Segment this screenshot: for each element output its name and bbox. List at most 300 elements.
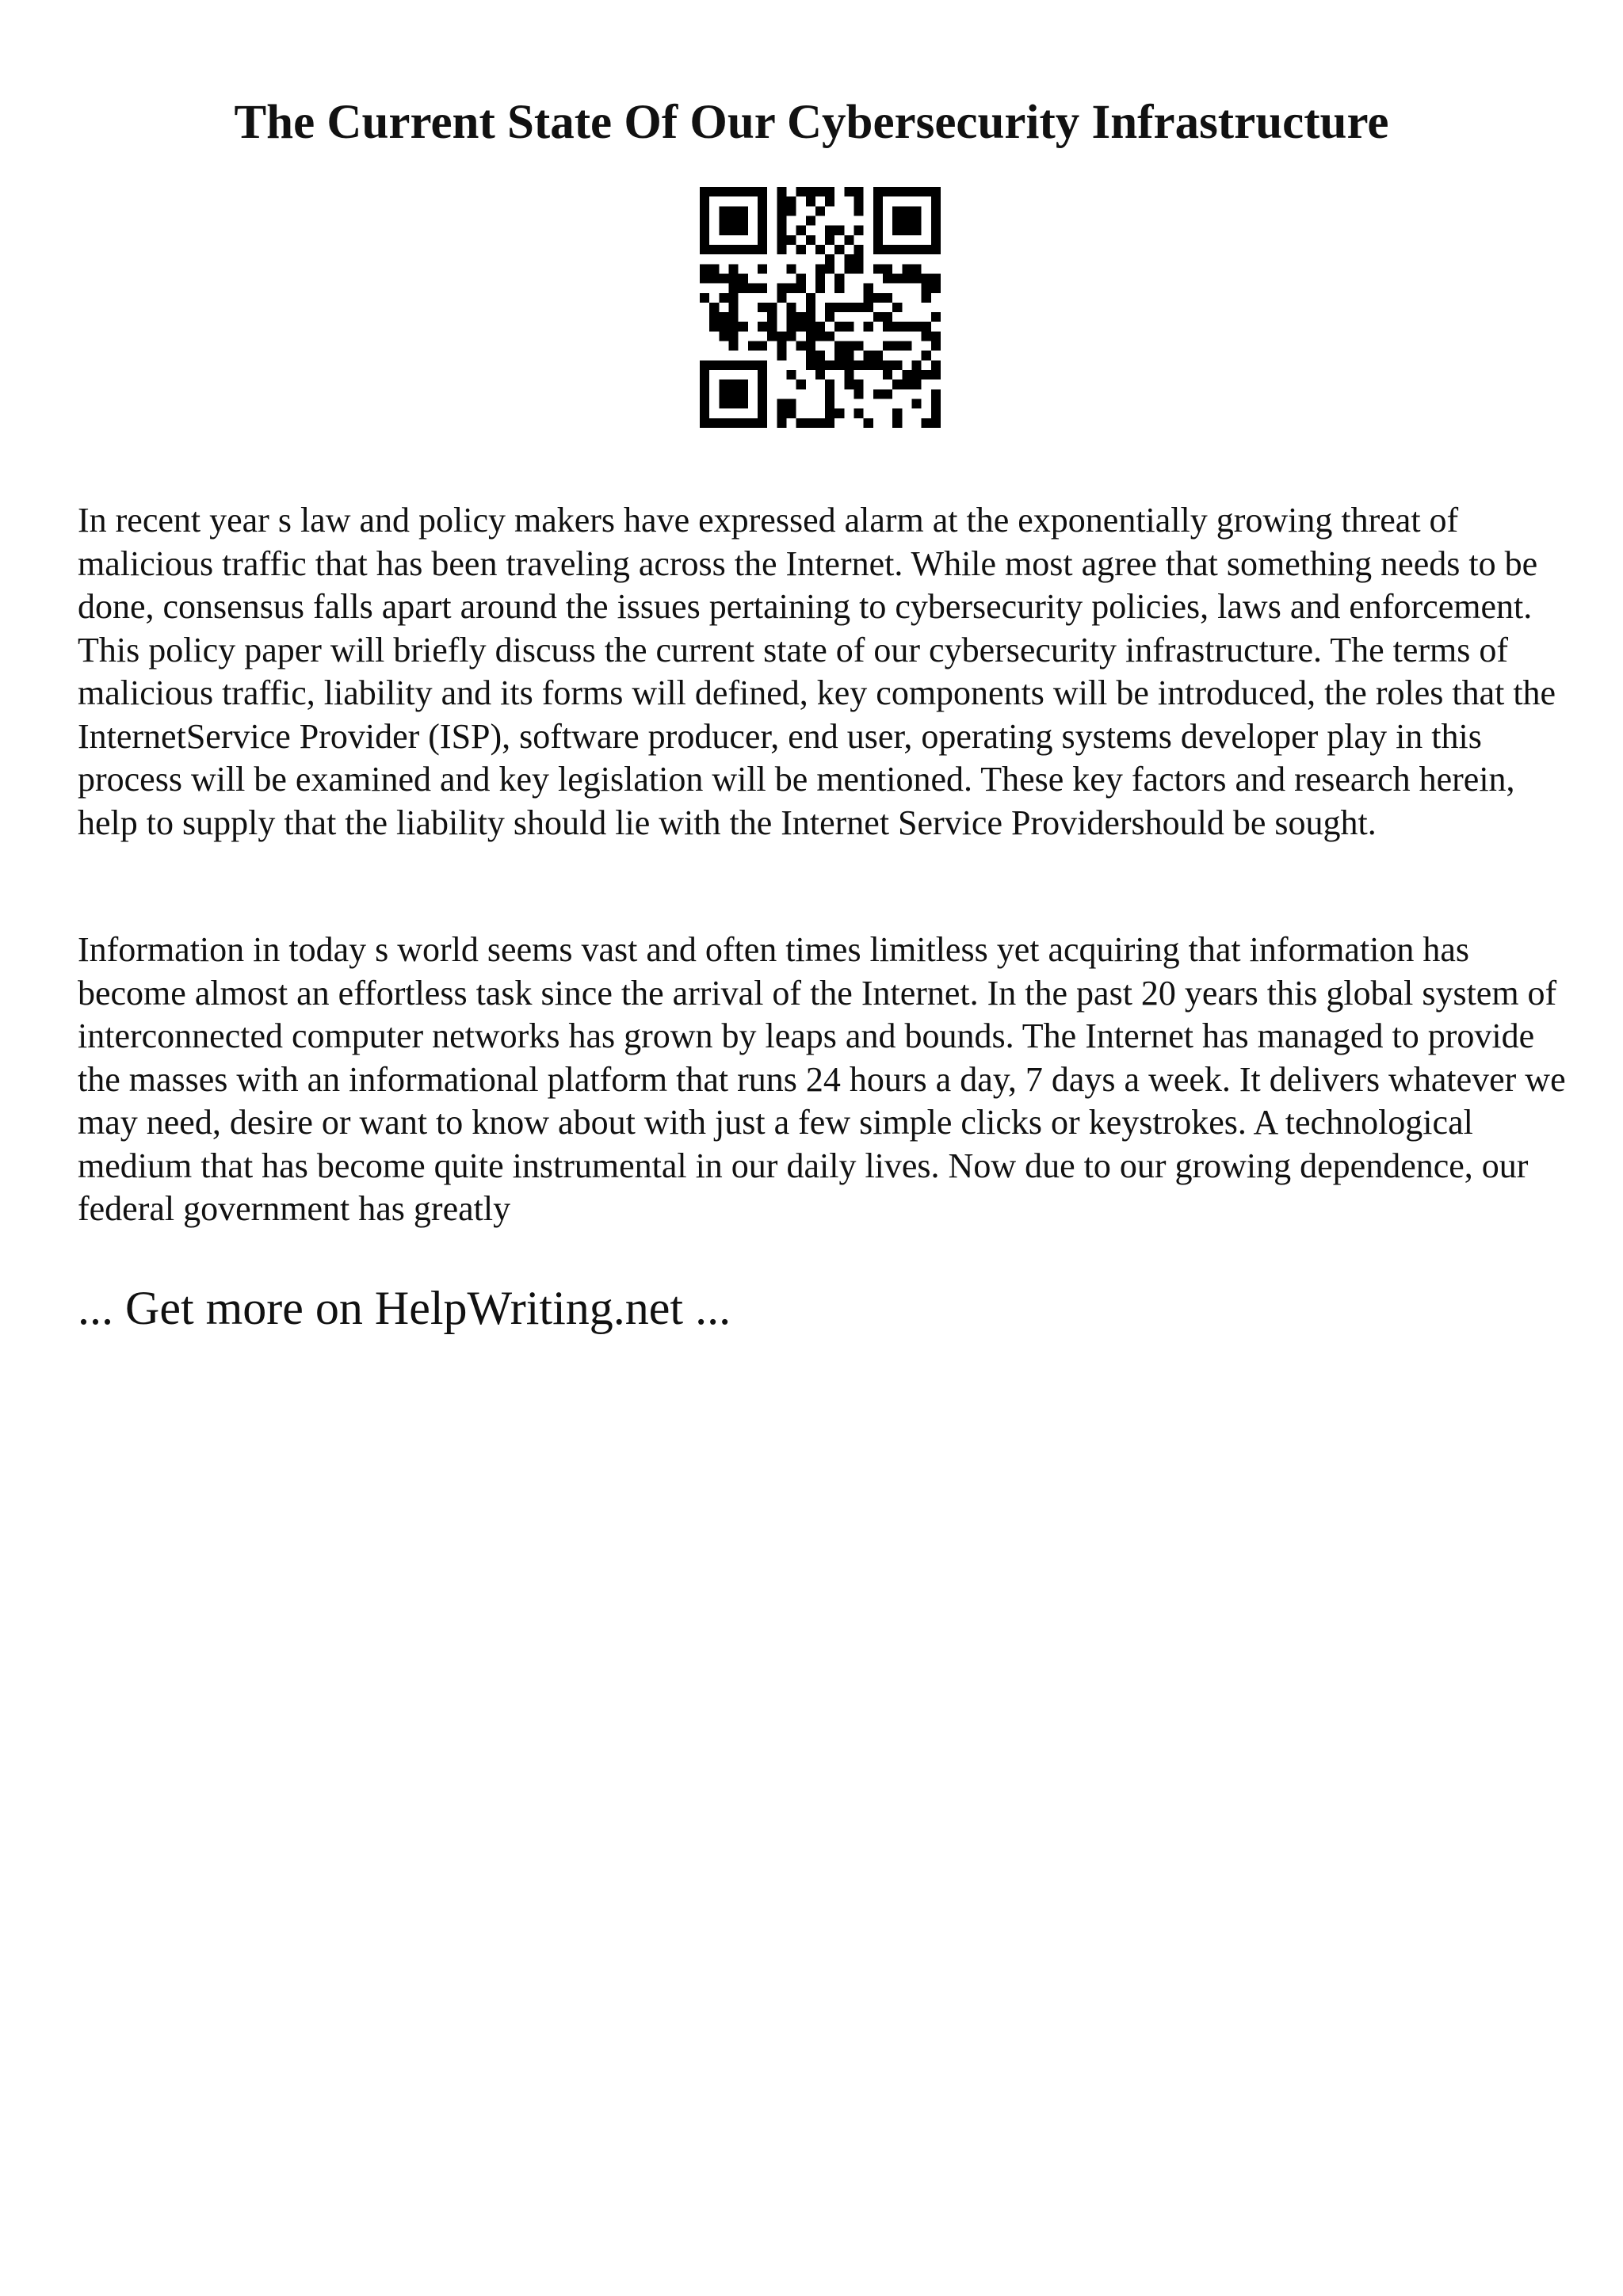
qr-module: [892, 273, 902, 283]
qr-module: [758, 370, 767, 379]
qr-module: [758, 226, 767, 235]
qr-module: [767, 303, 777, 312]
qr-module: [806, 418, 815, 428]
qr-module: [883, 187, 892, 196]
qr-module: [825, 235, 834, 245]
qr-module: [844, 303, 854, 312]
qr-module: [796, 245, 806, 254]
qr-module: [931, 187, 941, 196]
qr-module: [700, 245, 709, 254]
qr-module: [728, 360, 738, 370]
qr-module: [739, 215, 748, 225]
qr-module: [709, 303, 719, 312]
qr-module: [864, 351, 873, 360]
qr-module: [786, 331, 796, 341]
qr-module: [719, 360, 728, 370]
qr-module: [728, 331, 738, 341]
qr-module: [700, 273, 709, 283]
qr-module: [844, 360, 854, 370]
qr-module: [709, 312, 719, 322]
qr-module: [892, 341, 902, 351]
qr-module: [873, 293, 883, 303]
qr-module: [873, 196, 883, 206]
qr-module: [854, 206, 864, 215]
qr-module: [758, 245, 767, 254]
qr-module: [806, 351, 815, 360]
qr-module: [728, 206, 738, 215]
qr-code-graphic: [700, 187, 941, 428]
qr-module: [796, 284, 806, 293]
qr-module: [709, 418, 719, 428]
qr-module: [806, 187, 815, 196]
qr-module: [844, 254, 854, 264]
qr-module: [700, 399, 709, 409]
qr-module: [728, 293, 738, 303]
qr-module: [739, 360, 748, 370]
qr-module: [873, 389, 883, 399]
qr-module: [892, 215, 902, 225]
qr-module: [825, 379, 834, 389]
qr-module: [873, 187, 883, 196]
qr-module: [844, 187, 854, 196]
qr-module: [767, 312, 777, 322]
qr-module: [834, 409, 844, 418]
qr-module: [922, 351, 931, 360]
qr-module: [922, 418, 931, 428]
qr-module: [892, 379, 902, 389]
qr-module: [719, 331, 728, 341]
qr-module: [825, 196, 834, 206]
qr-module: [786, 312, 796, 322]
qr-module: [892, 226, 902, 235]
qr-module: [902, 273, 911, 283]
qr-module: [912, 264, 922, 273]
qr-module: [815, 331, 825, 341]
qr-module: [758, 389, 767, 399]
qr-module: [777, 293, 786, 303]
qr-module: [739, 399, 748, 409]
qr-module: [873, 312, 883, 322]
qr-module: [892, 409, 902, 418]
qr-module: [786, 370, 796, 379]
qr-module: [922, 322, 931, 331]
qr-module: [892, 303, 902, 312]
qr-module: [796, 187, 806, 196]
qr-module: [758, 379, 767, 389]
qr-module: [777, 226, 786, 235]
qr-module: [931, 341, 941, 351]
qr-module: [834, 341, 844, 351]
qr-module: [912, 226, 922, 235]
qr-module: [700, 264, 709, 273]
qr-module: [825, 409, 834, 418]
qr-module: [931, 196, 941, 206]
qr-module: [709, 360, 719, 370]
qr-module: [931, 389, 941, 399]
qr-module: [864, 284, 873, 293]
qr-module: [719, 206, 728, 215]
qr-module: [883, 264, 892, 273]
qr-module: [873, 360, 883, 370]
qr-module: [815, 370, 825, 379]
qr-module: [922, 284, 931, 293]
qr-module: [758, 322, 767, 331]
qr-module: [709, 264, 719, 273]
qr-module: [912, 187, 922, 196]
qr-module: [758, 399, 767, 409]
qr-module: [739, 273, 748, 283]
qr-module: [902, 379, 911, 389]
qr-module: [728, 322, 738, 331]
qr-module: [854, 254, 864, 264]
qr-module: [796, 341, 806, 351]
qr-module: [912, 215, 922, 225]
qr-module: [815, 360, 825, 370]
qr-module: [912, 206, 922, 215]
qr-module: [912, 370, 922, 379]
qr-module: [922, 370, 931, 379]
qr-module: [922, 187, 931, 196]
qr-module: [700, 187, 709, 196]
get-more-link[interactable]: ... Get more on HelpWriting.net ...: [78, 1282, 731, 1334]
qr-module: [931, 418, 941, 428]
qr-module: [912, 322, 922, 331]
qr-module: [728, 418, 738, 428]
qr-module: [700, 418, 709, 428]
qr-code-icon: [700, 187, 941, 428]
qr-module: [728, 389, 738, 399]
qr-module: [922, 293, 931, 303]
qr-module: [719, 215, 728, 225]
qr-module: [806, 293, 815, 303]
qr-module: [758, 360, 767, 370]
qr-module: [825, 331, 834, 341]
qr-module: [854, 303, 864, 312]
qr-module: [931, 312, 941, 322]
qr-module: [758, 196, 767, 206]
qr-module: [786, 322, 796, 331]
qr-module: [815, 284, 825, 293]
qr-module: [883, 360, 892, 370]
qr-module: [758, 409, 767, 418]
qr-module: [883, 273, 892, 283]
qr-module: [873, 215, 883, 225]
qr-module: [777, 399, 786, 409]
paragraph-information: Information in today s world seems vast and often times limitless yet acquiring that information has become almost an effortless task since the arrival of the Internet. In the past 20 years this global system of interconnected computer networks has grown by leaps and bounds. The Internet has managed to provide the masses with an informational platform that runs 24 hours a day, 7 days a week. It delivers whatever we may need, desire or want to know about with just a few simple clicks or keystrokes. A technological medium that has become quite instrumental in our daily lives. Now due to our growing dependence, our federal government has greatly: [78, 930, 1566, 1228]
qr-module: [834, 351, 844, 360]
qr-module: [815, 418, 825, 428]
qr-module: [796, 418, 806, 428]
qr-module: [700, 409, 709, 418]
qr-module: [777, 187, 786, 196]
qr-module: [815, 351, 825, 360]
qr-module: [892, 360, 902, 370]
qr-module: [815, 264, 825, 273]
qr-module: [825, 399, 834, 409]
qr-module: [864, 322, 873, 331]
qr-module: [709, 245, 719, 254]
qr-module: [777, 418, 786, 428]
qr-module: [815, 206, 825, 215]
qr-module: [796, 322, 806, 331]
qr-module: [777, 351, 786, 360]
qr-module: [786, 196, 796, 206]
qr-module: [844, 379, 854, 389]
qr-module: [931, 360, 941, 370]
qr-module: [931, 399, 941, 409]
qr-module: [700, 196, 709, 206]
qr-module: [931, 409, 941, 418]
qr-module: [700, 235, 709, 245]
qr-module: [806, 235, 815, 245]
qr-module: [931, 331, 941, 341]
qr-module: [873, 351, 883, 360]
qr-module: [806, 196, 815, 206]
qr-module: [912, 399, 922, 409]
qr-module: [864, 360, 873, 370]
qr-module: [767, 322, 777, 331]
qr-module: [806, 303, 815, 312]
qr-module: [825, 312, 834, 322]
qr-module: [739, 187, 748, 196]
qr-module: [854, 379, 864, 389]
qr-module: [806, 322, 815, 331]
qr-module: [700, 206, 709, 215]
qr-module: [777, 341, 786, 351]
qr-module: [902, 370, 911, 379]
qr-module: [728, 284, 738, 293]
qr-module: [719, 273, 728, 283]
qr-module: [728, 341, 738, 351]
qr-module: [854, 196, 864, 206]
qr-module: [834, 284, 844, 293]
qr-module: [739, 226, 748, 235]
qr-module: [922, 331, 931, 341]
qr-module: [873, 235, 883, 245]
qr-module: [758, 303, 767, 312]
qr-module: [854, 245, 864, 254]
qr-module: [931, 273, 941, 283]
qr-module: [834, 360, 844, 370]
qr-module: [758, 235, 767, 245]
qr-module: [825, 264, 834, 273]
qr-module: [728, 399, 738, 409]
qr-module: [748, 360, 758, 370]
qr-module: [709, 273, 719, 283]
qr-module: [739, 206, 748, 215]
qr-module: [728, 226, 738, 235]
qr-module: [748, 418, 758, 428]
qr-module: [834, 273, 844, 283]
qr-module: [719, 293, 728, 303]
qr-module: [728, 245, 738, 254]
qr-module: [739, 379, 748, 389]
qr-module: [854, 409, 864, 418]
qr-module: [825, 254, 834, 264]
qr-module: [902, 322, 911, 331]
qr-module: [719, 322, 728, 331]
qr-module: [892, 187, 902, 196]
qr-module: [902, 206, 911, 215]
qr-module: [758, 418, 767, 428]
qr-module: [883, 293, 892, 303]
qr-module: [739, 418, 748, 428]
qr-module: [719, 418, 728, 428]
qr-module: [883, 322, 892, 331]
qr-module: [719, 379, 728, 389]
qr-module: [739, 284, 748, 293]
qr-module: [912, 360, 922, 370]
qr-module: [796, 312, 806, 322]
qr-module: [719, 312, 728, 322]
qr-module: [825, 389, 834, 399]
qr-module: [873, 264, 883, 273]
qr-module: [728, 379, 738, 389]
qr-module: [902, 245, 911, 254]
paragraph-intro: In recent year s law and policy makers have expressed alarm at the exponentially growing threat of malicious traffic that has been traveling across the Internet. While most agree that something needs to be done, consensus falls apart around the issues pertaining to cybersecurity policies, laws and enforcement. This policy paper will briefly discuss the current state of our cybersecurity infrastructure. The terms of malicious traffic, liability and its forms will defined, key components will be introduced, the roles that the InternetService Provider (ISP), software producer, end user, operating systems developer play in this process will be examined and key legislation will be mentioned. These key factors and research herein, help to supply that the liability should lie with the Internet Service Providershould be sought.: [78, 501, 1556, 842]
qr-module: [922, 245, 931, 254]
qr-module: [902, 341, 911, 351]
qr-module: [854, 226, 864, 235]
qr-module: [806, 360, 815, 370]
qr-module: [758, 187, 767, 196]
qr-module: [700, 293, 709, 303]
qr-module: [834, 322, 844, 331]
qr-module: [873, 245, 883, 254]
qr-module: [748, 245, 758, 254]
qr-module: [883, 312, 892, 322]
qr-module: [854, 360, 864, 370]
qr-module: [786, 303, 796, 312]
qr-module: [912, 273, 922, 283]
qr-module: [902, 264, 911, 273]
qr-module: [758, 215, 767, 225]
qr-module: [844, 370, 854, 379]
qr-module: [902, 187, 911, 196]
qr-module: [758, 264, 767, 273]
qr-module: [825, 303, 834, 312]
qr-module: [777, 206, 786, 215]
qr-module: [844, 322, 854, 331]
qr-module: [739, 245, 748, 254]
qr-module: [931, 235, 941, 245]
qr-module: [931, 226, 941, 235]
qr-module: [748, 284, 758, 293]
qr-module: [700, 370, 709, 379]
qr-module: [854, 264, 864, 273]
qr-module: [728, 312, 738, 322]
qr-module: [767, 331, 777, 341]
qr-module: [777, 215, 786, 225]
qr-module: [854, 187, 864, 196]
qr-module: [815, 187, 825, 196]
qr-module: [912, 245, 922, 254]
qr-module: [739, 389, 748, 399]
qr-module: [922, 273, 931, 283]
qr-module: [854, 389, 864, 399]
qr-module: [728, 215, 738, 225]
qr-module: [806, 312, 815, 322]
qr-module: [728, 303, 738, 312]
qr-module: [825, 187, 834, 196]
qr-module: [777, 245, 786, 254]
qr-module: [902, 215, 911, 225]
qr-module: [728, 187, 738, 196]
qr-module: [873, 226, 883, 235]
qr-module: [777, 331, 786, 341]
qr-module: [719, 389, 728, 399]
qr-module: [844, 351, 854, 360]
qr-module: [796, 379, 806, 389]
qr-module: [931, 215, 941, 225]
qr-module: [892, 418, 902, 428]
qr-module: [777, 409, 786, 418]
qr-module: [700, 226, 709, 235]
qr-module: [834, 245, 844, 254]
qr-module: [719, 245, 728, 254]
qr-module: [931, 370, 941, 379]
qr-module: [815, 273, 825, 283]
qr-module: [777, 196, 786, 206]
qr-module: [777, 235, 786, 245]
qr-module: [883, 370, 892, 379]
qr-module: [834, 303, 844, 312]
qr-module: [844, 341, 854, 351]
qr-module: [739, 322, 748, 331]
qr-module: [700, 215, 709, 225]
qr-module: [786, 409, 796, 418]
qr-module: [806, 215, 815, 225]
qr-module: [758, 341, 767, 351]
qr-module: [758, 206, 767, 215]
qr-module: [825, 360, 834, 370]
page-title: The Current State Of Our Cybersecurity Infrastructure: [234, 96, 1389, 149]
qr-module: [864, 303, 873, 312]
qr-module: [700, 360, 709, 370]
qr-module: [892, 322, 902, 331]
qr-module: [796, 226, 806, 235]
qr-module: [825, 418, 834, 428]
qr-module: [883, 245, 892, 254]
qr-module: [902, 226, 911, 235]
qr-module: [728, 273, 738, 283]
qr-module: [883, 341, 892, 351]
qr-module: [786, 235, 796, 245]
qr-module: [709, 187, 719, 196]
qr-module: [883, 389, 892, 399]
qr-module: [834, 226, 844, 235]
qr-module: [786, 206, 796, 215]
qr-module: [777, 284, 786, 293]
qr-module: [815, 322, 825, 331]
qr-module: [786, 399, 796, 409]
qr-module: [864, 293, 873, 303]
qr-module: [892, 245, 902, 254]
qr-module: [719, 226, 728, 235]
qr-module: [709, 322, 719, 331]
qr-module: [796, 273, 806, 283]
qr-module: [892, 206, 902, 215]
qr-module: [748, 341, 758, 351]
qr-module: [748, 187, 758, 196]
qr-module: [728, 264, 738, 273]
qr-module: [854, 341, 864, 351]
qr-module: [719, 187, 728, 196]
qr-module: [864, 418, 873, 428]
qr-module: [844, 264, 854, 273]
qr-module: [825, 226, 834, 235]
qr-module: [931, 245, 941, 254]
